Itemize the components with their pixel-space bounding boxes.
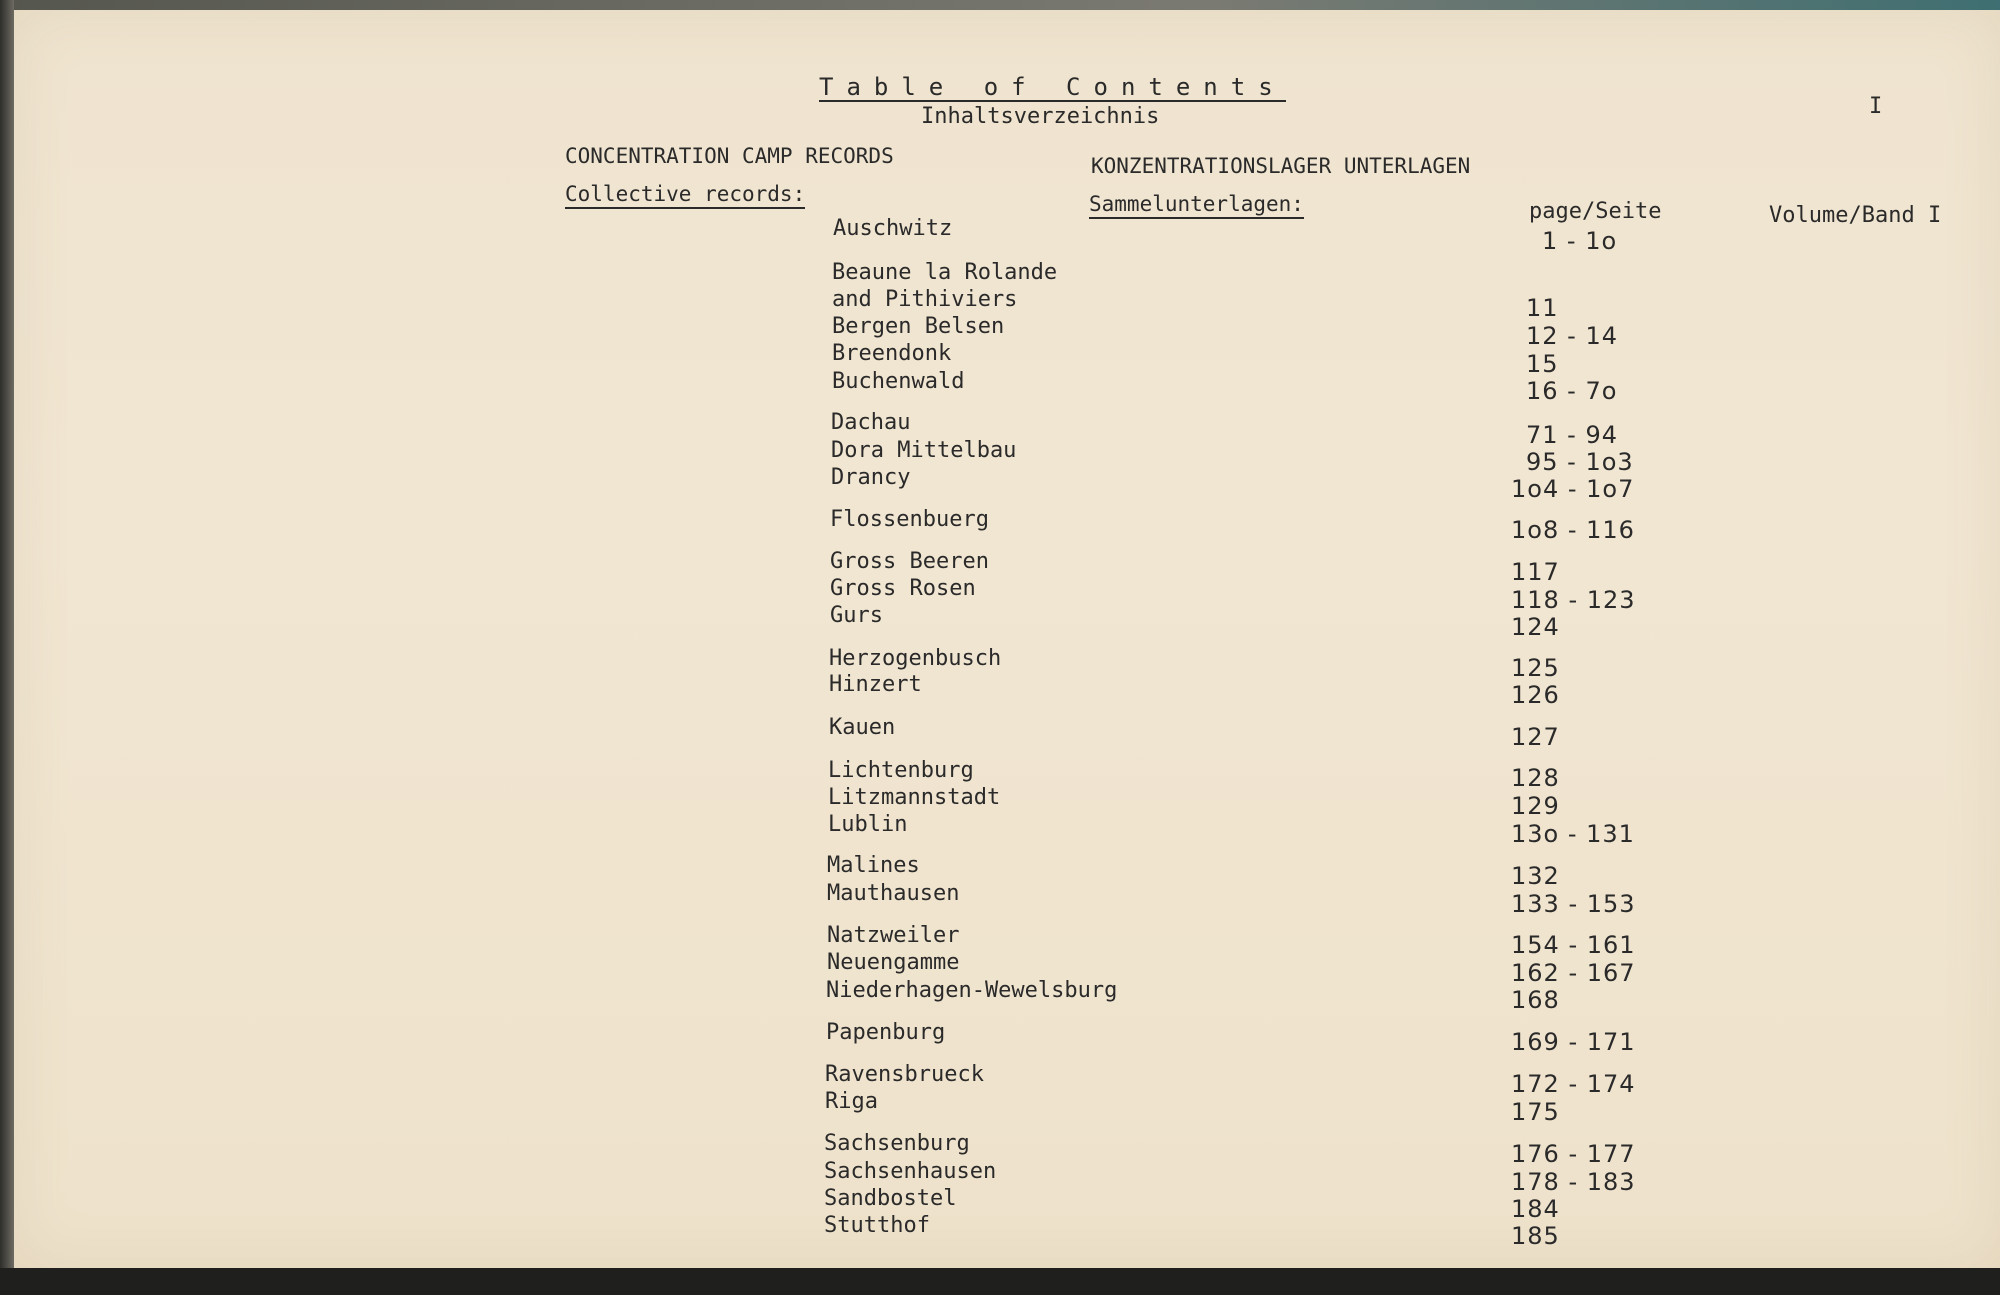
entry-pages: 124 <box>1511 613 1560 641</box>
entry-pages: 132 <box>1511 862 1560 890</box>
entry-name: Auschwitz <box>833 216 953 241</box>
entry-name: Kauen <box>829 715 896 740</box>
entry-name: Gurs <box>830 603 883 628</box>
entry-name: Hinzert <box>829 672 922 697</box>
entry-pages: 13o - 131 <box>1511 820 1635 848</box>
entry-pages: 1o4 - 1o7 <box>1511 475 1635 503</box>
entry-pages: 129 <box>1511 792 1560 820</box>
section-heading-de: KONZENTRATIONSLAGER UNTERLAGEN <box>1091 154 1471 178</box>
entry-name: Drancy <box>831 465 911 490</box>
entry-pages: 185 <box>1511 1222 1560 1250</box>
entry-pages: 175 <box>1511 1098 1560 1126</box>
entry-name: Lichtenburg <box>828 758 974 783</box>
entry-name: Neuengamme <box>827 950 960 975</box>
entry-pages: 128 <box>1511 764 1560 792</box>
entry-pages: 126 <box>1511 681 1560 709</box>
entry-name: Buchenwald <box>832 369 965 394</box>
column-header-volume: Volume/Band I <box>1769 203 1942 228</box>
entry-pages: 176 - 177 <box>1511 1140 1636 1168</box>
entry-name: Breendonk <box>832 341 952 366</box>
entry-name: Lublin <box>828 812 908 837</box>
document-page <box>14 10 2000 1268</box>
entry-pages: 184 <box>1511 1195 1560 1223</box>
entry-pages: 133 - 153 <box>1511 890 1636 918</box>
binding-edge <box>0 0 14 1295</box>
entry-name: Dachau <box>831 410 911 435</box>
entry-name: Litzmannstadt <box>828 785 1001 810</box>
entry-name: Flossenbuerg <box>830 507 989 532</box>
page-number: I <box>1869 94 1883 119</box>
entry-pages: 1 - 1o <box>1542 227 1618 255</box>
entry-name: Malines <box>827 853 920 878</box>
entry-name: and Pithiviers <box>832 287 1018 312</box>
entry-name: Sachsenburg <box>824 1131 970 1156</box>
subheading-de: Sammelunterlagen: <box>1089 191 1304 219</box>
entry-pages: 125 <box>1511 654 1560 682</box>
entry-name: Niederhagen-Wewelsburg <box>826 978 1118 1003</box>
entry-pages: 15 <box>1526 350 1559 378</box>
entry-pages: 95 - 1o3 <box>1526 448 1634 476</box>
entry-pages: 71 - 94 <box>1526 421 1618 449</box>
page-subtitle: Inhaltsverzeichnis <box>921 104 1160 129</box>
section-heading-en: CONCENTRATION CAMP RECORDS <box>565 144 894 168</box>
entry-name: Riga <box>825 1089 878 1114</box>
entry-name: Gross Beeren <box>830 549 989 574</box>
entry-name: Ravensbrueck <box>825 1062 984 1087</box>
column-header-page: page/Seite <box>1529 199 1662 224</box>
entry-name: Papenburg <box>826 1020 946 1045</box>
subheading-en: Collective records: <box>565 181 805 209</box>
entry-pages: 172 - 174 <box>1511 1070 1636 1098</box>
entry-pages: 162 - 167 <box>1511 959 1636 987</box>
entry-name: Herzogenbusch <box>829 646 1002 671</box>
entry-name: Sandbostel <box>824 1186 957 1211</box>
scan-bottom-edge <box>0 1268 2000 1295</box>
entry-name: Beaune la Rolande <box>832 260 1058 285</box>
entry-name: Stutthof <box>824 1213 930 1238</box>
entry-name: Sachsenhausen <box>824 1159 997 1184</box>
entry-pages: 168 <box>1511 986 1560 1014</box>
entry-pages: 118 - 123 <box>1511 586 1636 614</box>
entry-pages: 169 - 171 <box>1511 1028 1636 1056</box>
entry-pages: 127 <box>1511 723 1560 751</box>
entry-name: Bergen Belsen <box>832 314 1005 339</box>
entry-pages: 11 <box>1526 294 1559 322</box>
entry-name: Natzweiler <box>827 923 960 948</box>
entry-name: Dora Mittelbau <box>831 438 1017 463</box>
entry-pages: 178 - 183 <box>1511 1168 1636 1196</box>
page-title: Table of Contents <box>819 73 1286 101</box>
entry-name: Gross Rosen <box>830 576 976 601</box>
entry-pages: 12 - 14 <box>1526 322 1618 350</box>
entry-pages: 16 - 7o <box>1526 377 1618 405</box>
scan-top-edge <box>0 0 2000 10</box>
entry-pages: 117 <box>1511 558 1560 586</box>
entry-pages: 154 - 161 <box>1511 931 1636 959</box>
entry-name: Mauthausen <box>827 881 960 906</box>
entry-pages: 1o8 - 116 <box>1511 516 1635 544</box>
